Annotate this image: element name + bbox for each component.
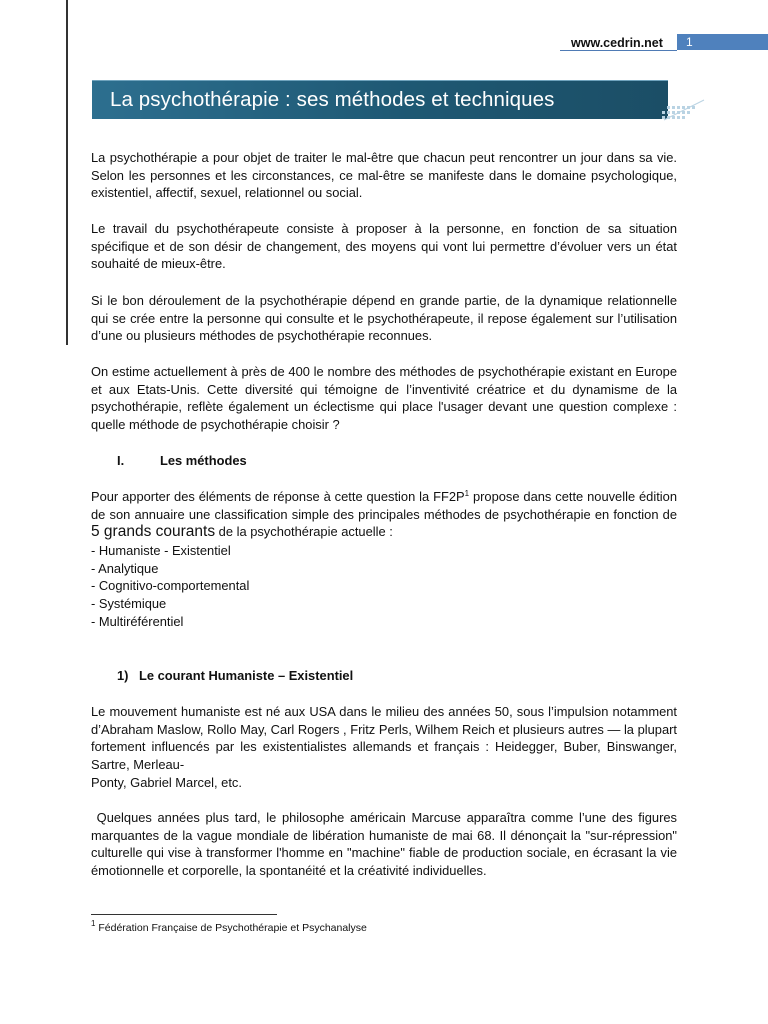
humaniste-paragraph-2 [91, 809, 681, 880]
intro-paragraph-2 [91, 220, 677, 273]
paragraph-text: On estime actuellement à près de 400 le nombre des méthodes de psychothérapie existant en Europe et aux Etats-Unis. Cette diversité qui témoigne de l’inventivité créatrice et du dynamisme de la psychothérapie, reflète également un éclectisme qui place l'usager devant une question complexe : quelle méthode de psychothérapie choisir ? [91, 364, 677, 433]
paragraph-text: Le mouvement humaniste est né aux USA dans le milieu des années 50, sous l’impulsion notamment d’Abraham Maslow, Rollo May, Carl Rogers , Fritz Perls, Wilhem Reich et plusieurs autres — la plupart fortement influencés par les existentialistes allemands et français : Heidegger, Buber, Binswanger, Sartre, Merleau- [91, 704, 677, 773]
footnote-number: 1 [91, 919, 96, 928]
list-item: - Cognitivo-comportemental [91, 578, 250, 594]
intro-paragraph-1 [91, 149, 677, 202]
footnote-text: Fédération Française de Psychothérapie et Psychanalyse [95, 922, 367, 934]
paragraph-text: Ponty, Gabriel Marcel, etc. [91, 774, 242, 790]
methods-paragraph [91, 488, 677, 541]
section-title: Les méthodes [160, 453, 247, 468]
list-item: - Systémique [91, 596, 167, 612]
list-item: - Multiréférentiel [91, 613, 184, 629]
section-number: I. [117, 453, 125, 468]
paragraph-text: Quelques années plus tard, le philosophe américain Marcuse apparaîtra comme l’une des figures marquantes de la vague mondiale de libération humaniste de mai 68. Il dénonçait la "sur-répression" culturelle qui vise à transformer l'homme en "machine" fiable de production sociale, en écrasant la vie émotionnelle et corporelle, la spontanéité et la créativité individuelles. [91, 810, 681, 879]
subsection-heading-humaniste [117, 667, 354, 685]
intro-paragraph-4 [91, 363, 677, 434]
list-item: - Humaniste - Existentiel [91, 543, 231, 558]
left-margin-rule [66, 0, 68, 345]
methods-text-b: propose dans cette nouvelle édition de son annuaire une classification simple des principales méthodes de psychothérapie en fonction de [91, 489, 677, 522]
title-banner [92, 80, 668, 119]
header-rule [560, 50, 677, 51]
methods-text-c: de la psychothérapie actuelle : [215, 524, 393, 540]
page-title: La psychothérapie : ses méthodes et techniques [110, 88, 555, 111]
site-url[interactable]: www.cedrin.net [571, 36, 663, 50]
humaniste-paragraph-1 [91, 703, 677, 792]
methods-text-emphasis: 5 grands courants [91, 523, 216, 541]
subsection-title: Le courant Humaniste – Existentiel [139, 668, 354, 683]
footnote-separator [91, 914, 277, 915]
paragraph-text: Si le bon déroulement de la psychothérapie dépend en grande partie, de la dynamique relationnelle qui se crée entre la personne qui consulte et le psychothérapeute, il repose également sur l’utilisation d’une ou plusieurs méthodes de psychothérapie reconnues. [91, 293, 677, 344]
section-heading-methods [117, 452, 247, 470]
subsection-number: 1) [117, 668, 129, 683]
intro-paragraph-3 [91, 292, 677, 345]
title-decoration-graphic [660, 99, 706, 121]
page-number: 1 [686, 35, 693, 49]
list-item: - Analytique [91, 560, 159, 576]
currents-list [91, 542, 249, 631]
paragraph-text: La psychothérapie a pour objet de traiter le mal-être que chacun peut rencontrer un jour dans sa vie. Selon les personnes et les circonstances, ce mal-être se manifeste dans le domaine psychologique, existentiel, affectif, sexuel, relationnel ou social. [91, 150, 677, 201]
paragraph-text: Le travail du psychothérapeute consiste à proposer à la personne, en fonction de sa situation spécifique et de son désir de changement, des moyens qui vont lui permettre d’évoluer vers un état souhaité de mieux-être. [91, 221, 677, 272]
footnote-reference[interactable]: 1 [464, 489, 470, 498]
methods-text-a: Pour apporter des éléments de réponse à cette question la FF2P [91, 489, 465, 504]
footnote [91, 921, 367, 935]
page-number-tab [677, 34, 768, 50]
